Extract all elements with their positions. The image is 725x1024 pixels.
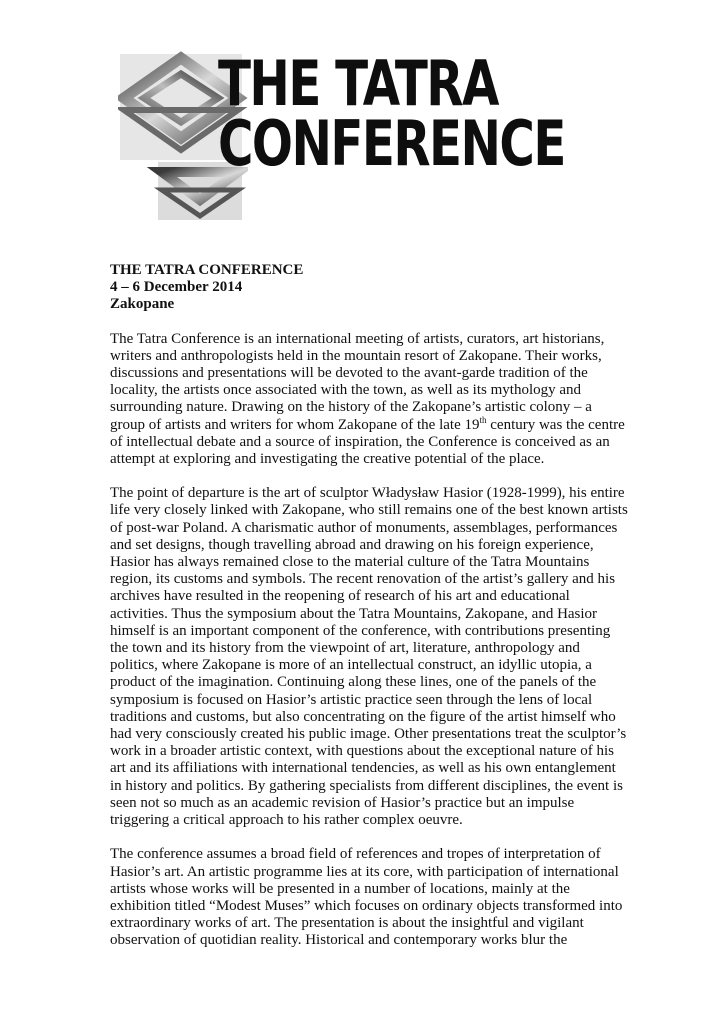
conference-logo xyxy=(118,47,588,222)
paragraph-hasior: The point of departure is the art of sculptor Władysław Hasior (1928-1999), his entire life very closely linked with Zakopane, who still remains one of the best known artists of post-war Poland. A charismatic author of monuments, assemblages, performances and set designs, though travelling abroad and drawing on his foreign experience, Hasior has always remained close to the material culture of the Tatra Mountains region, its customs and symbols. The recent renovation of the artist’s gallery and his archives have resulted in the reopening of research of his art and educational activities. Thus the symposium about the Tatra Mountains, Zakopane, and Hasior himself is an important component of the conference, with contributions presenting the town and its history from the viewpoint of art, literature, anthropology and politics, where Zakopane is more of an intellectual construct, an idyllic utopia, a product of the imagination. Continuing along these lines, one of the panels of the symposium is focused on Hasior’s artistic practice seen through the lens of local traditions and customs, but also concentrating on the figure of the artist himself who had very consciously created his public image. Other presentations treat the sculptor’s work in a broader artistic context, with questions about the exceptional nature of his art and its affiliations with international tendencies, as well as his own entanglement in history and politics. By gathering specialists from different disciplines, the event is seen not so much as an academic revision of Hasior’s practice but an impulse triggering a critical approach to his rather complex oeuvre. xyxy=(110,485,628,829)
logo-line-1: THE TATRA xyxy=(218,47,498,120)
paragraph-intro-part-2: century was the centre of intellectual debate and a source of inspiration, the Conference is conceived as an attempt at exploring and investigating the creative potential of the place. xyxy=(110,416,625,468)
logo-line-2: CONFERENCE xyxy=(218,107,565,180)
paragraph-intro xyxy=(110,331,630,469)
ordinal-suffix: th xyxy=(479,414,487,425)
event-dates: 4 – 6 December 2014 xyxy=(110,279,243,296)
paragraph-intro-part-1: The Tatra Conference is an international meeting of artists, curators, art historians, writers and anthropologists held in the mountain resort of Zakopane. Their works, discussions and presentations will be devoted to the avant-garde tradition of the locality, the artists once associated with the town, as well as its mythology and surrounding nature. Drawing on the history of the Zakopane’s artistic colony – a group of artists and writers for whom Zakopane of the late 19 xyxy=(110,330,605,433)
logo-wordmark xyxy=(218,47,565,180)
paragraph-programme: The conference assumes a broad field of references and tropes of interpretation of Hasior’s art. An artistic programme lies at its core, with participation of international artists whose works will be presented in a number of locations, mainly at the exhibition titled “Modest Muses” which focuses on ordinary objects transformed into extraordinary works of art. The presentation is about the insightful and vigilant observation of quotidian reality. Historical and contemporary works blur the xyxy=(110,846,623,949)
document-title: THE TATRA CONFERENCE xyxy=(110,262,304,278)
document-body xyxy=(110,262,630,950)
event-location: Zakopane xyxy=(110,296,175,313)
